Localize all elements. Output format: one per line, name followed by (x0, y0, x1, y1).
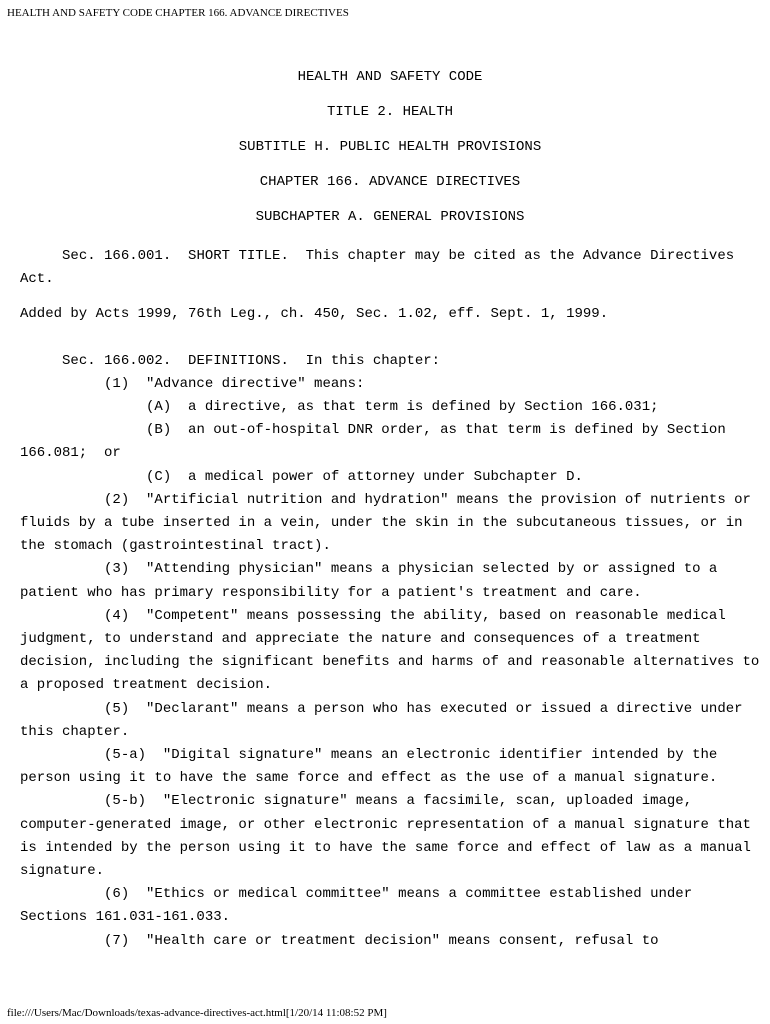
definition-6: (6) "Ethics or medical committee" means a committee established under Sections 161.031-161.033. (20, 886, 701, 926)
definition-5-a: (5-a) "Digital signature" means an electronic identifier intended by the person using it to have the same force and effect as the use of a manual signature. (20, 747, 726, 787)
definition-2: (2) "Artificial nutrition and hydration" means the provision of nutrients or fluids by a tube inserted in a vein, under the skin in the subcutaneous tissues, or in the stomach (gastrointestinal tract). (20, 491, 760, 555)
statute-document (20, 68, 768, 953)
definition-1: (1) "Advance directive" means: (20, 375, 365, 392)
heading-code: HEALTH AND SAFETY CODE (297, 69, 483, 85)
definition-5-b: (5-b) "Electronic signature" means a facsimile, scan, uploaded image, computer-generated image, or other electronic representation of a manual signature that is intended by the person using it to have the same force and effect of law as a manual signature. (20, 793, 760, 880)
print-footer-url: file:///Users/Mac/Downloads/texas-advance-directives-act.html[1/20/14 11:08:52 PM] (7, 1007, 387, 1019)
heading-title: TITLE 2. HEALTH (326, 104, 454, 120)
section-166-002-intro: Sec. 166.002. DEFINITIONS. In this chapter: (20, 352, 441, 369)
print-header: HEALTH AND SAFETY CODE CHAPTER 166. ADVANCE DIRECTIVES (7, 7, 349, 19)
definition-5: (5) "Declarant" means a person who has executed or issued a directive under this chapter. (20, 700, 751, 740)
heading-chapter: CHAPTER 166. ADVANCE DIRECTIVES (259, 174, 521, 190)
heading-subtitle: SUBTITLE H. PUBLIC HEALTH PROVISIONS (238, 139, 542, 155)
section-166-001-short-title: Sec. 166.001. SHORT TITLE. This chapter may be cited as the Advance Directives Act. (20, 248, 743, 288)
definition-4: (4) "Competent" means possessing the ability, based on reasonable medical judgment, to understand and appreciate the nature and consequences of a treatment decision, including the significant benefits and harms of and reasonable alternatives to a proposed treatment decision. (20, 607, 768, 694)
definition-7: (7) "Health care or treatment decision" means consent, refusal to (20, 932, 659, 949)
heading-subchapter: SUBCHAPTER A. GENERAL PROVISIONS (255, 209, 525, 225)
section-166-001-credit: Added by Acts 1999, 76th Leg., ch. 450, Sec. 1.02, eff. Sept. 1, 1999. (20, 306, 609, 323)
definition-1-b: (B) an out-of-hospital DNR order, as that term is defined by Section 166.081; or (20, 422, 735, 462)
definition-1-a: (A) a directive, as that term is defined by Section 166.031; (20, 399, 659, 416)
definition-3: (3) "Attending physician" means a physician selected by or assigned to a patient who has primary responsibility for a patient's treatment and care. (20, 561, 726, 601)
definition-1-c: (C) a medical power of attorney under Subchapter D. (20, 468, 583, 485)
